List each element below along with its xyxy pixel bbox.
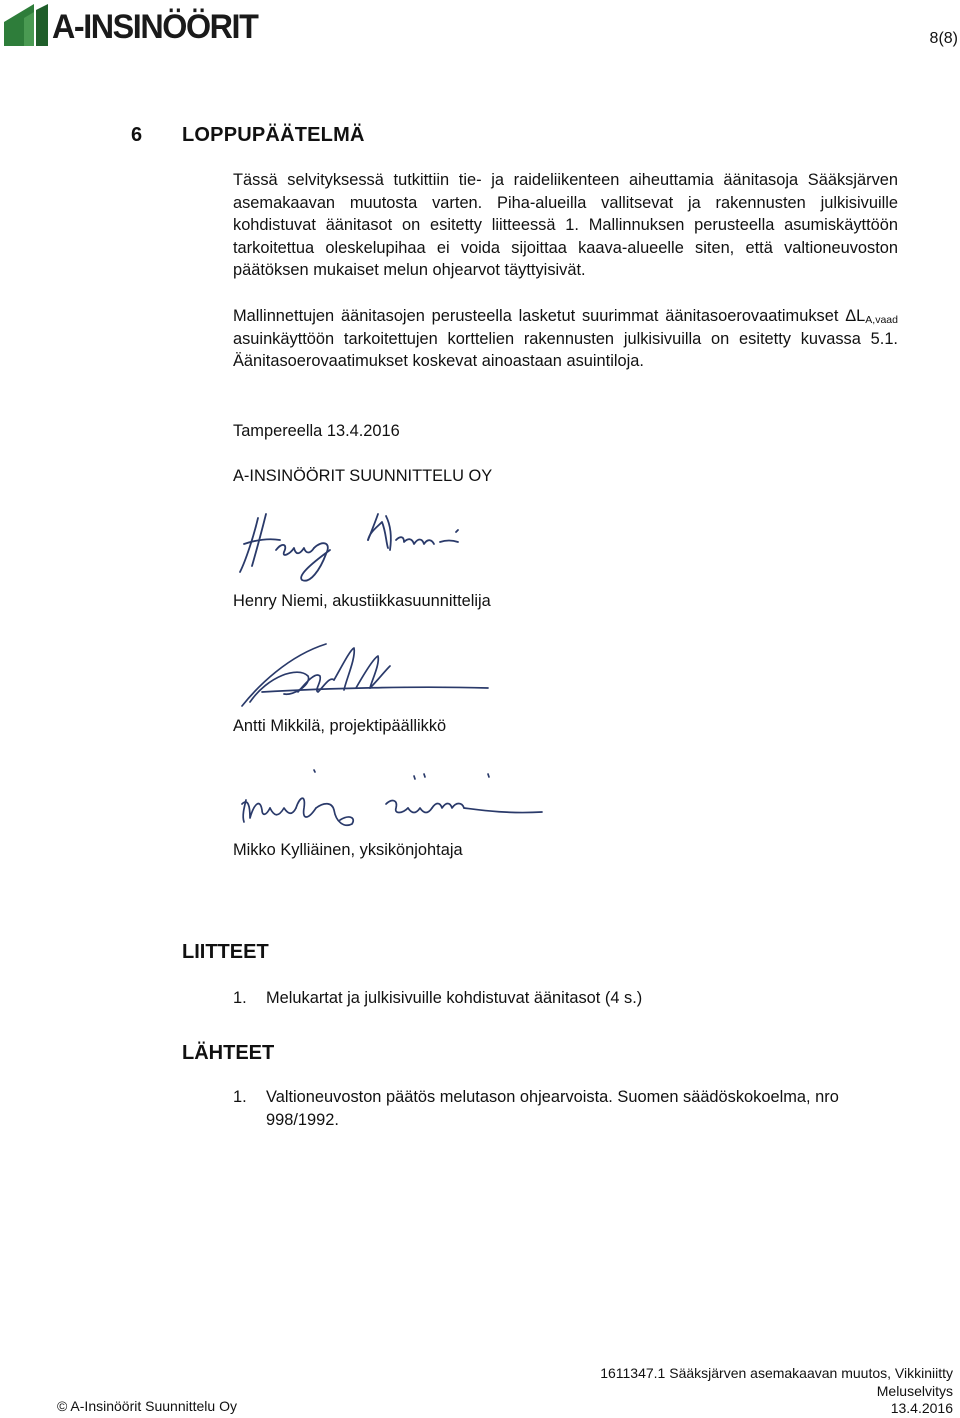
section-title: LOPPUPÄÄTELMÄ [182, 124, 365, 146]
footer-date: 13.4.2016 [890, 1400, 953, 1416]
conclusion-paragraph-1: Tässä selvityksessä tutkittiin tie- ja raideliikenteen aiheuttamia äänitasoja Sääksjärven asemakaavan muutosta varten. Piha-alueilla vallitsevat ja rakennusten julkisivuille kohdistuvat äänitasot on esitetty liitteessä 1. Mallinnuksen perusteella asumiskäyttöön tarkoitettua oleskelupihaa ei voida sijoittaa kaava-alueelle siten, että valtioneuvoston päätöksen mukaiset melun ohjearvot täyttyisivät. [233, 171, 898, 280]
footer-project-line2: Meluselvitys [876, 1382, 953, 1399]
company-name: A-INSINÖÖRIT SUUNNITTELU OY [233, 467, 493, 485]
logo-wordmark: A-INSINÖÖRIT [52, 8, 258, 46]
paragraph2-before: Mallinnettujen äänitasojen perusteella lasketut suurimmat äänitasoerovaatimukset [233, 307, 846, 325]
paragraph2-after: asuinkäyttöön tarkoitettujen korttelien rakennusten julkisivuilla on esitetty kuvassa 5.1. Äänitasoerovaatimukset koskevat ainoastaan asuintiloja. [233, 329, 898, 371]
signatory-2: Antti Mikkilä, projektipäällikkö [233, 717, 447, 735]
logo-mark-icon [4, 4, 48, 46]
signature-mikko-kylliainen [236, 764, 551, 840]
appendix-item [233, 987, 903, 1010]
signature-antti-mikkila [238, 636, 498, 716]
footer-copyright: © A-Insinöörit Suunnittelu Oy [57, 1398, 237, 1414]
section-heading [131, 124, 365, 147]
appendices-heading: LIITTEET [182, 941, 269, 963]
signatory-3: Mikko Kylliäinen, yksikönjohtaja [233, 841, 463, 859]
reference-item [233, 1086, 903, 1131]
footer-project-info [560, 1365, 953, 1418]
company-logo [4, 4, 268, 46]
reference-item-text: Valtioneuvoston päätös melutason ohjearvoista. Suomen säädöskokoelma, nro 998/1992. [266, 1088, 839, 1129]
references-heading: LÄHTEET [182, 1042, 275, 1064]
page-number: 8(8) [929, 30, 958, 47]
conclusion-paragraph-2 [233, 305, 898, 373]
section-number: 6 [131, 124, 143, 146]
appendix-item-text: Melukartat ja julkisivuille kohdistuvat äänitasot (4 s.) [266, 989, 643, 1007]
delta-subscript: A,vaad [865, 314, 898, 326]
place-date: Tampereella 13.4.2016 [233, 422, 400, 440]
signatory-1: Henry Niemi, akustiikkasuunnittelija [233, 592, 491, 610]
appendix-item-number: 1. [233, 989, 247, 1007]
footer-project-line1: 1611347.1 Sääksjärven asemakaavan muutos, Vikkiniitty [600, 1365, 953, 1381]
signature-henry-niemi [236, 510, 466, 590]
reference-item-number: 1. [233, 1088, 247, 1106]
delta-symbol: ΔL [845, 307, 866, 325]
